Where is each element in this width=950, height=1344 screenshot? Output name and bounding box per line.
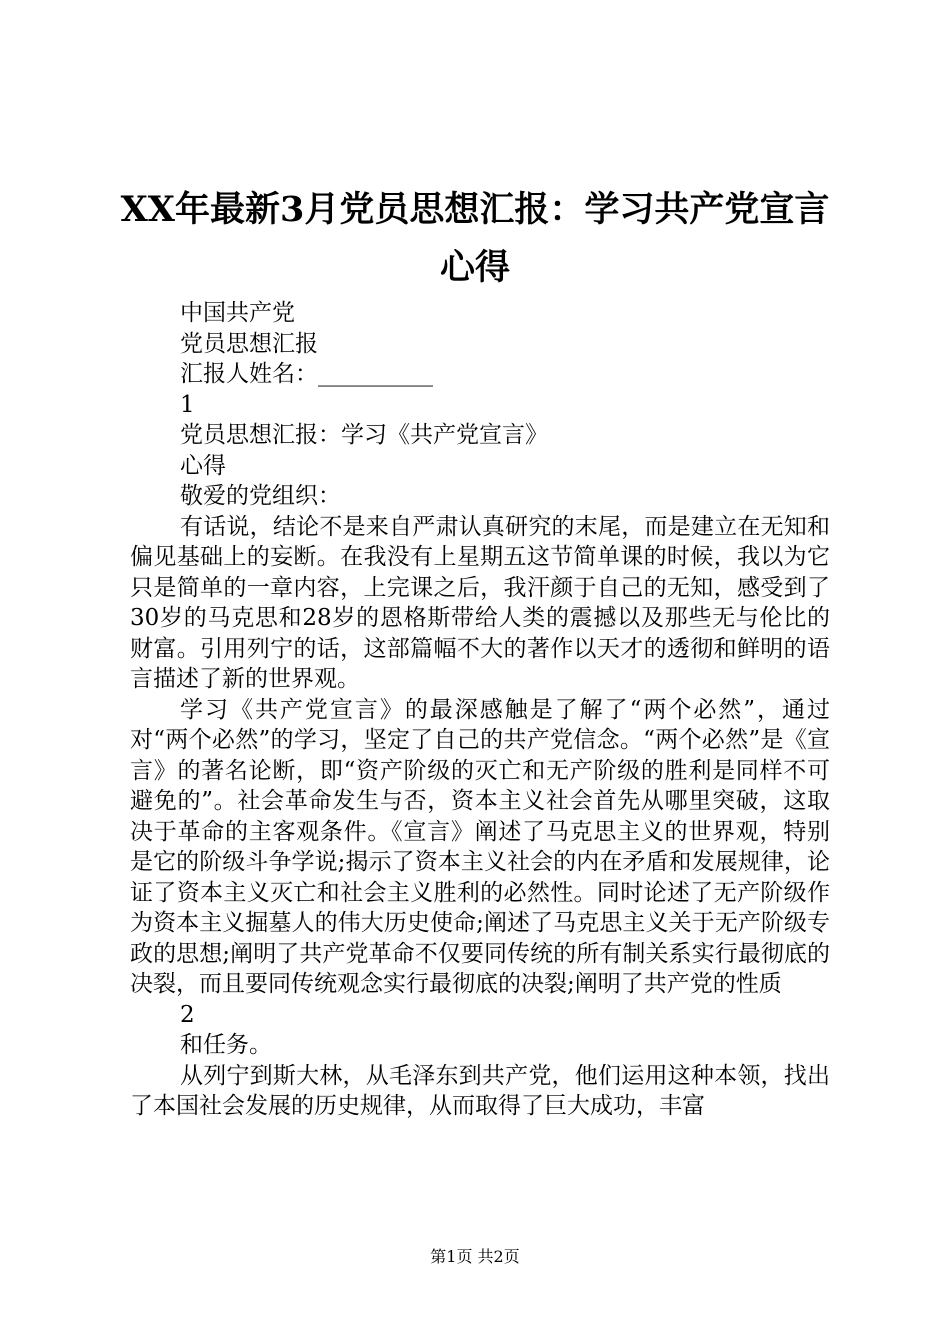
- paragraph-3-text: 从列宁到斯大林，从毛泽东到共产党，他们运用这种本领，找出了本国社会发展的历史规律，从而取得了巨大成功，丰富: [130, 1062, 830, 1119]
- document-title-continued: 心得: [439, 247, 510, 288]
- document-body: [130, 298, 830, 1122]
- salutation: 敬爱的党组织：: [180, 483, 341, 509]
- page-footer: 第1页 共2页: [430, 1247, 520, 1266]
- paragraph-1-text: 有话说，结论不是来自严肃认真研究的末尾，而是建立在无知和偏见基础上的妄断。在我没有上星期五这节简单课的时候，我以为它只是简单的一章内容，上完课之后，我汗颜于自己的无知，感受到了30岁的马克思和28岁的恩格斯带给人类的震撼以及那些无与伦比的财富。引用列宁的话，这部篇幅不大的著作以天才的透彻和鲜明的语言描述了新的世界观。: [130, 513, 830, 692]
- header-line-subject-continued: 心得: [180, 452, 226, 479]
- header-line-report-type: 党员思想汇报: [180, 330, 318, 357]
- header-line-reporter-name: 汇报人姓名：__________: [180, 361, 433, 387]
- paragraph-2-text: 学习《共产党宣言》的最深感触是了解了“两个必然”，通过对“两个必然”的学习，坚定了自己的共产党信念。“两个必然”是《宣言》的著名论断，即“资产阶级的灭亡和无产阶级的胜利是同样不可避免的”。社会革命发生与否，资本主义社会首先从哪里突破，这取决于革命的主客观条件。《宣言》阐述了马克思主义的世界观，特别是它的阶级斗争学说;揭示了资本主义社会的内在矛盾和发展规律，论证了资本主义灭亡和社会主义胜利的必然性。同时论述了无产阶级作为资本主义掘墓人的伟大历史使命;阐述了马克思主义关于无产阶级专政的思想;阐明了共产党革命不仅要同传统的所有制关系实行最彻底的决裂，而且要同传统观念实行最彻底的决裂;阐明了共产党的性质: [130, 696, 830, 997]
- page-marker-1: 1: [180, 391, 195, 418]
- paragraph-3: [130, 1061, 830, 1122]
- page-marker-2: 2: [180, 1001, 195, 1028]
- paragraph-1: [130, 512, 830, 695]
- paragraph-2: [130, 695, 830, 1000]
- header-line-party: 中国共产党: [180, 300, 295, 326]
- document-title: XX年最新3月党员思想汇报：学习共产党宣言: [120, 189, 830, 230]
- header-line-subject: 党员思想汇报：学习《共产党宣言》: [180, 422, 548, 448]
- paragraph-2-continuation: 和任务。: [180, 1032, 272, 1058]
